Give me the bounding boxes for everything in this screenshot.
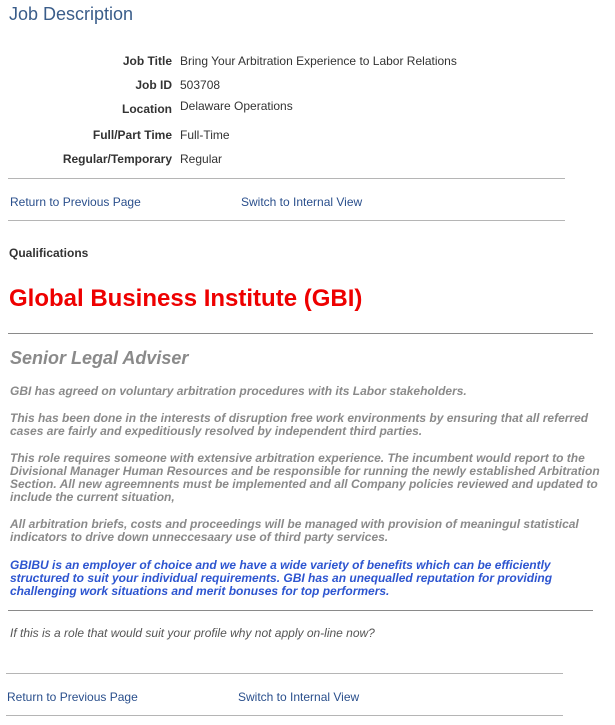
divider-bottom-nav-upper [6,673,563,674]
role-title: Senior Legal Adviser [10,348,189,368]
paragraph-purpose: This has been done in the interests of disruption free work environments by ensuring that all referred cases are fairly and expeditiously resolved by independent third parties. [10,411,589,438]
org-title: Global Business Institute (GBI) [9,285,363,312]
paragraph-intro: GBI has agreed on voluntary arbitration procedures with its Labor stakeholders. [10,384,467,398]
job-id-value: 503708 [180,78,221,92]
return-to-previous-page-link-top[interactable]: Return to Previous Page [10,195,141,209]
divider-closing [8,610,593,611]
return-to-previous-page-link-bottom[interactable]: Return to Previous Page [7,690,138,704]
switch-to-internal-view-link-bottom[interactable]: Switch to Internal View [238,690,360,704]
page-title: Job Description [9,4,134,24]
paragraph-role: This role requires someone with extensive arbitration experience. The incumbent would report to the Divisional Manager Human Resources and be responsible for running the newly established Arbitration Section. All new agreemnents must be implemented and all Company policies reviewed and updated to include the current situation, [10,451,600,504]
divider-org [8,333,593,334]
qualifications-heading: Qualifications [9,246,89,260]
job-title-value: Bring Your Arbitration Experience to Labor Relations [180,54,457,68]
location-label: Location [122,102,172,116]
divider-bottom-nav-lower [6,715,563,716]
full-part-time-label: Full/Part Time [92,128,172,142]
full-part-time-value: Full-Time [180,128,230,142]
location-value: Delaware Operations [180,99,293,113]
job-id-label: Job ID [135,78,172,92]
switch-to-internal-view-link-top[interactable]: Switch to Internal View [241,195,363,209]
closing-text: If this is a role that would suit your profile why not apply on-line now? [10,626,375,640]
divider-top-nav-lower [8,220,565,221]
divider-top-nav-upper [8,178,565,179]
job-title-label: Job Title [122,54,172,68]
paragraph-benefits: GBIBU is an employer of choice and we have a wide variety of benefits which can be efficiently structured to suit your individual requirements. GBI has an unequalled reputation for providing challenging work situations and merit bonuses for top performers. [10,558,553,598]
regular-temporary-value: Regular [180,152,223,166]
paragraph-arbitration: All arbitration briefs, costs and proceedings will be managed with provision of meaningul statistical indicators to drive down unneccesaary use of third party services. [10,517,579,544]
regular-temporary-label: Regular/Temporary [62,152,172,166]
